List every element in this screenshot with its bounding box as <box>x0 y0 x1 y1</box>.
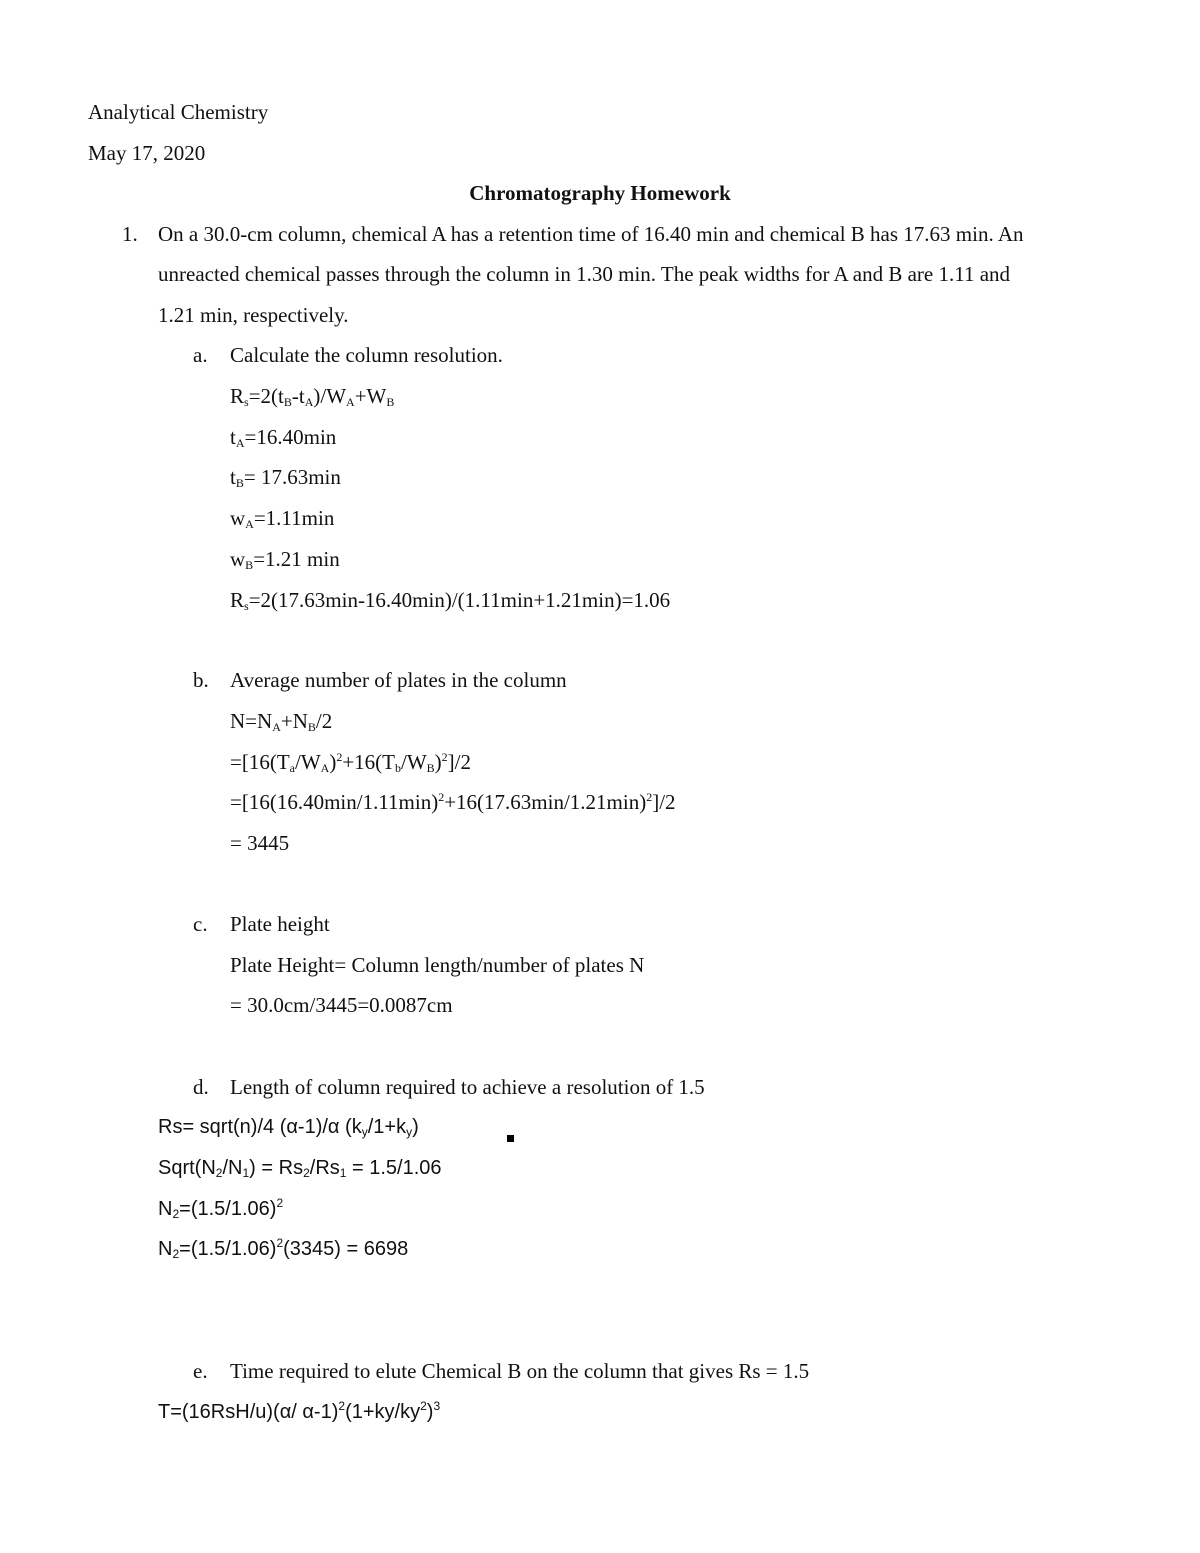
part-a-tb-value: $t_B= 17.63\min$ <box>230 465 341 490</box>
part-a-letter: a. <box>193 343 208 367</box>
question-number: 1. <box>122 222 138 246</box>
part-a-prompt: Calculate the column resolution. <box>230 343 503 367</box>
part-c-letter: c. <box>193 912 208 936</box>
part-e-time-equation: T=(16RsH/u)(α/ $\alpha-1)^2(1+ky/ky^2)^3$ <box>158 1399 441 1423</box>
part-b-letter: b. <box>193 668 209 692</box>
part-b-expanded-formula: $=[16(T_a/W_A)^2+16(T_b/W_B)^2]/2$ <box>230 750 471 775</box>
part-b-result: = 3445 <box>230 831 290 855</box>
part-c-result: = 30.0cm/3445=0.0087cm <box>230 993 453 1017</box>
part-d-letter: d. <box>193 1075 209 1099</box>
part-d-n2-expression: $N_2=(1.5/1.06)^2$ <box>158 1196 284 1221</box>
question-text-line-1: On a 30.0-cm column, chemical A has a retention time of 16.40 min and chemical B has 17.63 min. An <box>158 222 1024 246</box>
part-a-wb-value: $w_B=1.21$ min <box>230 547 340 572</box>
course-name: Analytical Chemistry <box>88 100 269 124</box>
part-a-result: $R_s=2(17.63\min-16.40\min)/(1.11\min+1.21\min)=1.06$ <box>230 588 671 613</box>
part-e-prompt: Time required to elute Chemical B on the column that gives Rs = 1.5 <box>230 1359 810 1383</box>
page-title: Chromatography Homework <box>469 181 731 205</box>
part-d-result: $N_2=(1.5/1.06)^2(3345) = 6698$ <box>158 1236 409 1261</box>
part-a-ta-value: $t_A=16.40\min$ <box>230 425 337 450</box>
part-d-ratio-equation: $Sqrt(N_2/N_1) = Rs_2/Rs_1 = 1.5/1.06$ <box>158 1157 442 1180</box>
part-a-resolution-formula: $R_s=2(t_B-t_A)/W_A+W_B$ <box>230 384 395 409</box>
question-text-line-3: 1.21 min, respectively. <box>158 303 349 327</box>
part-d-resolution-equation: Rs= sqrt(n)/4 (α-1)/α $(k_y/1+k_y)$ <box>158 1116 419 1139</box>
part-b-prompt: Average number of plates in the column <box>230 668 567 692</box>
assignment-date: May 17, 2020 <box>88 141 206 165</box>
bullet-mark <box>507 1135 514 1142</box>
part-c-prompt: Plate height <box>230 912 330 936</box>
part-b-plates-formula: $N=N_A+N_B/2$ <box>230 709 333 734</box>
part-e-letter: e. <box>193 1359 208 1383</box>
part-d-prompt: Length of column required to achieve a resolution of 1.5 <box>230 1075 705 1099</box>
part-b-substitution: $=[16(16.40\min/1.11\min)^2+16(17.63\min/1.21\min)^2]/2$ <box>230 790 676 814</box>
part-a-wa-value: $w_A=1.11\min$ <box>230 506 335 531</box>
question-text-line-2: unreacted chemical passes through the column in 1.30 min. The peak widths for A and B are 1.11 and <box>158 262 1011 286</box>
part-c-formula: Plate Height= Column length/number of plates N <box>230 953 645 977</box>
